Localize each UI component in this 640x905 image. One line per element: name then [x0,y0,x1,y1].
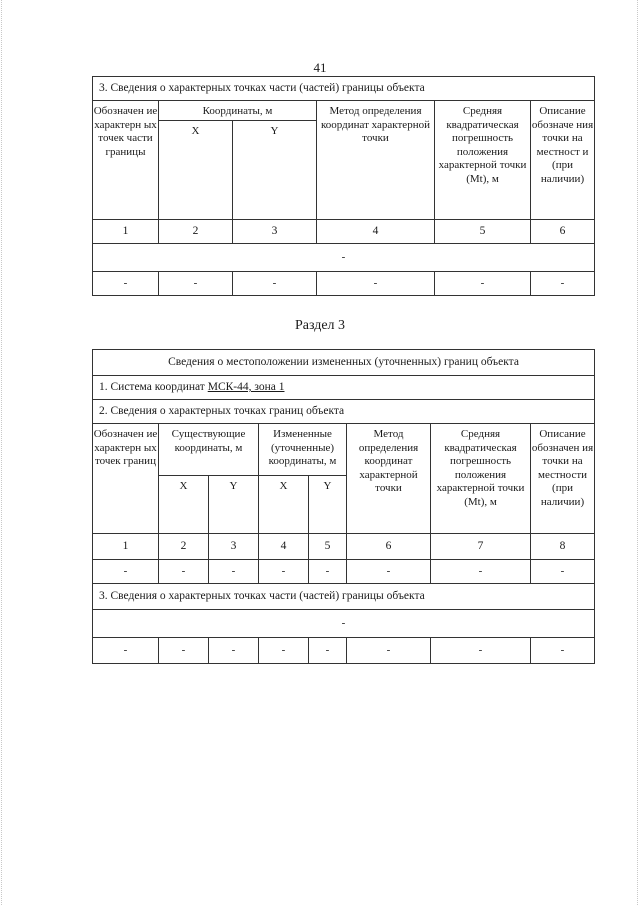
column-number: 4 [259,534,309,560]
header-designation: Обозначен ие характерн ых точек границ [93,424,159,534]
column-number: 2 [159,220,233,244]
header-y: Y [309,476,347,534]
page-edge-right [637,0,639,905]
column-number: 5 [309,534,347,560]
dash-cell: - [435,272,531,296]
dash-cell: - [309,638,347,664]
dash-cell: - [347,560,431,584]
header-error: Средняя квадратическая погрешность положения характерной точки (Mt), м [435,101,531,220]
coord-system-row [93,376,595,400]
header-description: Описание обозначе ния точки на местност и (при наличии) [531,101,595,220]
coord-system-label: 1. Система координат [99,380,205,393]
subsection-2-caption: 2. Сведения о характерных точках границ объекта [93,400,595,424]
column-number: 2 [159,534,209,560]
header-method: Метод определения координат характерной точки [317,101,435,220]
dash-cell: - [259,638,309,664]
header-x: X [259,476,309,534]
header-description: Описание обозначен ия точки на местности (при наличии) [531,424,595,534]
column-number: 3 [209,534,259,560]
coord-system-value: МСК-44, зона 1 [207,380,285,393]
header-error: Средняя квадратическая погрешность положения характерной точки (Mt), м [431,424,531,534]
header-designation: Обозначен ие характерн ых точек части границы [93,101,159,220]
dash-cell: - [531,560,595,584]
subsection-3-caption: 3. Сведения о характерных точках части (частей) границы объекта [93,584,595,610]
column-number: 7 [431,534,531,560]
header-x: X [159,121,233,220]
dash-cell: - [209,638,259,664]
column-number: 5 [435,220,531,244]
dash-cell: - [431,638,531,664]
dash-cell: - [233,272,317,296]
header-changed-coordinates: Измененные (уточненные) координаты, м [259,424,347,476]
dash-cell: - [531,272,595,296]
dash-cell: - [93,638,159,664]
column-number: 4 [317,220,435,244]
dash-cell: - [93,560,159,584]
header-method: Метод определения координат характерной точки [347,424,431,534]
dash-cell: - [93,272,159,296]
column-number: 3 [233,220,317,244]
header-y: Y [233,121,317,220]
page-edge-left [1,0,3,905]
dash-cell: - [159,560,209,584]
dash-cell: - [531,638,595,664]
section-title: Раздел 3 [294,318,346,333]
header-existing-coordinates: Существующие координаты, м [159,424,259,476]
column-number: 1 [93,220,159,244]
table2-title: Сведения о местоположении измененных (уточненных) границ объекта [93,350,595,376]
dash-cell: - [159,638,209,664]
table1-caption: 3. Сведения о характерных точках части (частей) границы объекта [93,77,595,101]
column-number: 6 [347,534,431,560]
dash-cell: - [431,560,531,584]
page-number: 41 [313,60,327,75]
column-number: 8 [531,534,595,560]
header-y: Y [209,476,259,534]
dash-cell: - [309,560,347,584]
dash-cell: - [317,272,435,296]
merged-dash-cell: - [93,244,595,272]
merged-dash-cell: - [93,610,595,638]
dash-cell: - [159,272,233,296]
column-number: 6 [531,220,595,244]
dash-cell: - [259,560,309,584]
table-changed-boundaries [92,349,595,664]
column-number: 1 [93,534,159,560]
table-part-boundary-points [92,76,595,296]
header-coordinates: Координаты, м [159,101,317,121]
dash-cell: - [347,638,431,664]
dash-cell: - [209,560,259,584]
header-x: X [159,476,209,534]
